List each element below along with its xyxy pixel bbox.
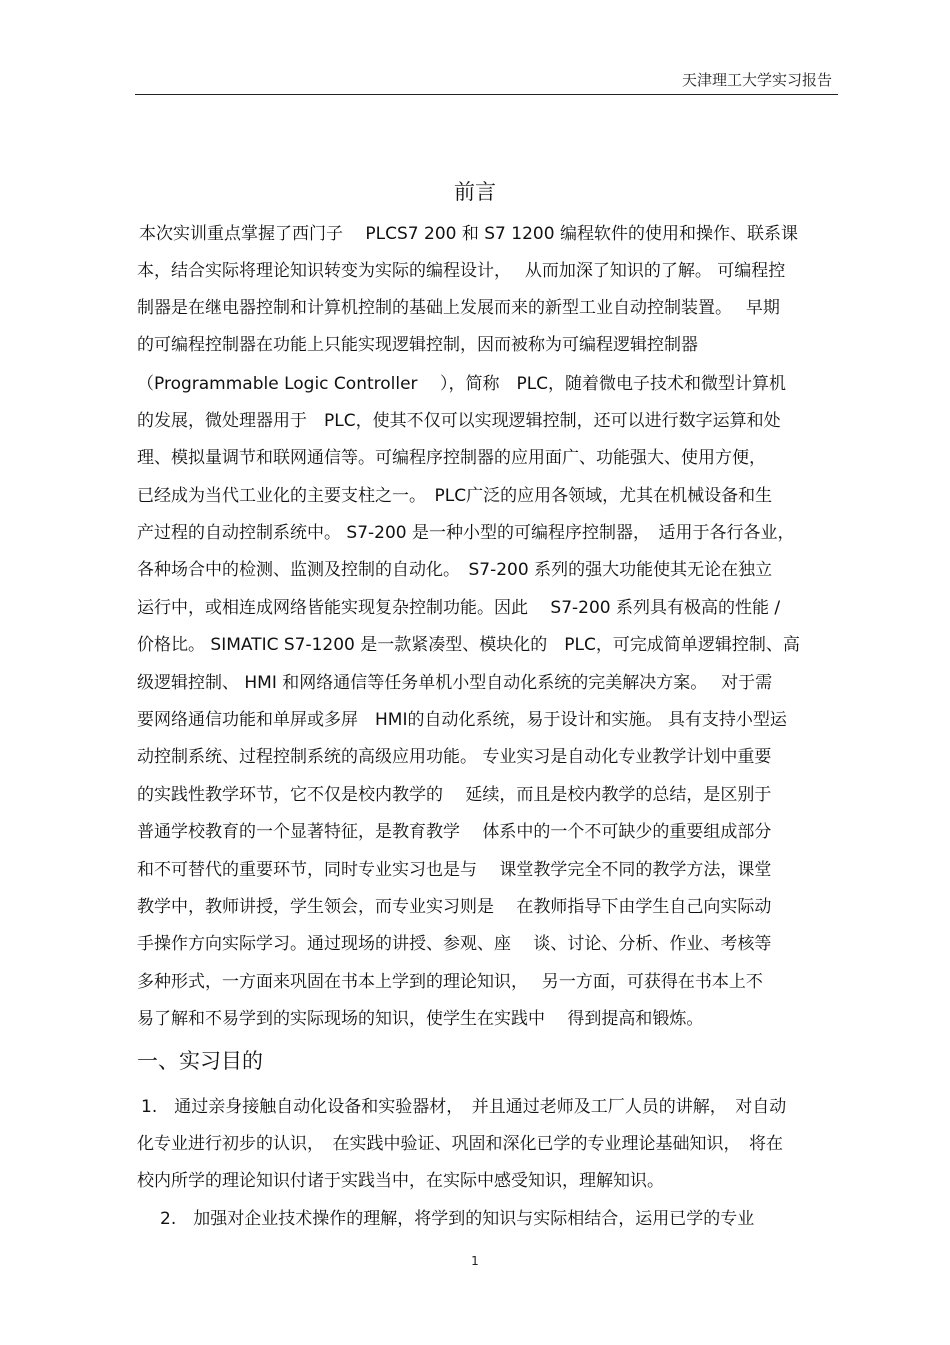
preface-title: 前言 (454, 180, 496, 204)
text-line: 动控制系统、过程控制系统的高级应用功能。 专业实习是自动化专业教学计划中重要 (137, 747, 772, 767)
text-line: 制器是在继电器控制和计算机控制的基础上发展而来的新型工业自动控制装置。 早期 (137, 298, 780, 318)
text-line: 普通学校教育的一个显著特征，是教育教学 体系中的一个不可缺少的重要组成部分 (137, 822, 772, 842)
text-line: 要网络通信功能和单屏或多屏 HMI的自动化系统，易于设计和实施。 具有支持小型运 (137, 710, 787, 730)
text-line: （Programmable Logic Controller ），简称 PLC，随着微电子技术和微型计算机 (137, 374, 787, 394)
text-line: 本次实训重点掌握了西门子 PLCS7 200 和 S7 1200 编程软件的使用和操作、联系课 (139, 224, 798, 244)
running-header: 天津理工大学实习报告 (681, 71, 832, 89)
text-line: 2. 加强对企业技术操作的理解，将学到的知识与实际相结合，运用已学的专业 (160, 1209, 755, 1229)
text-line: 本，结合实际将理论知识转变为实际的编程设计， 从而加深了知识的了解。 可编程控 (137, 261, 786, 281)
text-line: 级逻辑控制、 HMI 和网络通信等任务单机小型自动化系统的完美解决方案。 对于需 (137, 673, 773, 693)
text-line: 化专业进行初步的认识， 在实践中验证、巩固和深化已学的专业理论基础知识， 将在 (137, 1134, 783, 1154)
text-line: 的发展，微处理器用于 PLC，使其不仅可以实现逻辑控制，还可以进行数字运算和处 (137, 411, 781, 431)
text-line: 的实践性教学环节，它不仅是校内教学的 延续，而且是校内教学的总结，是区别于 (137, 785, 772, 805)
text-line: 校内所学的理论知识付诸于实践当中，在实际中感受知识，理解知识。 (137, 1171, 664, 1191)
header-rule (135, 94, 838, 95)
text-line: 手操作方向实际学习。通过现场的讲授、参观、座 谈、讨论、分析、作业、考核等 (137, 934, 772, 954)
page-number: 1 (471, 1254, 479, 1268)
section-heading: 一、实习目的 (137, 1049, 263, 1073)
text-line: 已经成为当代工业化的主要支柱之一。 PLC广泛的应用各领域，尤其在机械设备和生 (137, 486, 773, 506)
text-line: 的可编程控制器在功能上只能实现逻辑控制，因而被称为可编程逻辑控制器 (137, 335, 698, 355)
text-line: 1. 通过亲身接触自动化设备和实验器材， 并且通过老师及工厂人员的讲解， 对自动 (141, 1097, 787, 1117)
text-line: 和不可替代的重要环节，同时专业实习也是与 课堂教学完全不同的教学方法，课堂 (137, 860, 772, 880)
text-line: 多种形式，一方面来巩固在书本上学到的理论知识， 另一方面，可获得在书本上不 (137, 972, 763, 992)
text-line: 各种场合中的检测、监测及控制的自动化。 S7-200 系列的强大功能使其无论在独立 (137, 560, 773, 580)
text-line: 价格比。 SIMATIC S7-1200 是一款紧凑型、模块化的 PLC，可完成简单逻辑控制、高 (137, 635, 800, 655)
text-line: 理、模拟量调节和联网通信等。可编程序控制器的应用面广、功能强大、使用方便， (137, 448, 766, 468)
text-line: 运行中，或相连成网络皆能实现复杂控制功能。因此 S7-200 系列具有极高的性能 / (137, 598, 781, 618)
text-line: 产过程的自动控制系统中。 S7-200 是一种小型的可编程序控制器， 适用于各行各业， (137, 523, 795, 543)
text-line: 教学中，教师讲授，学生领会，而专业实习则是 在教师指导下由学生自己向实际动 (137, 897, 772, 917)
text-line: 易了解和不易学到的实际现场的知识，使学生在实践中 得到提高和锻炼。 (137, 1009, 704, 1029)
